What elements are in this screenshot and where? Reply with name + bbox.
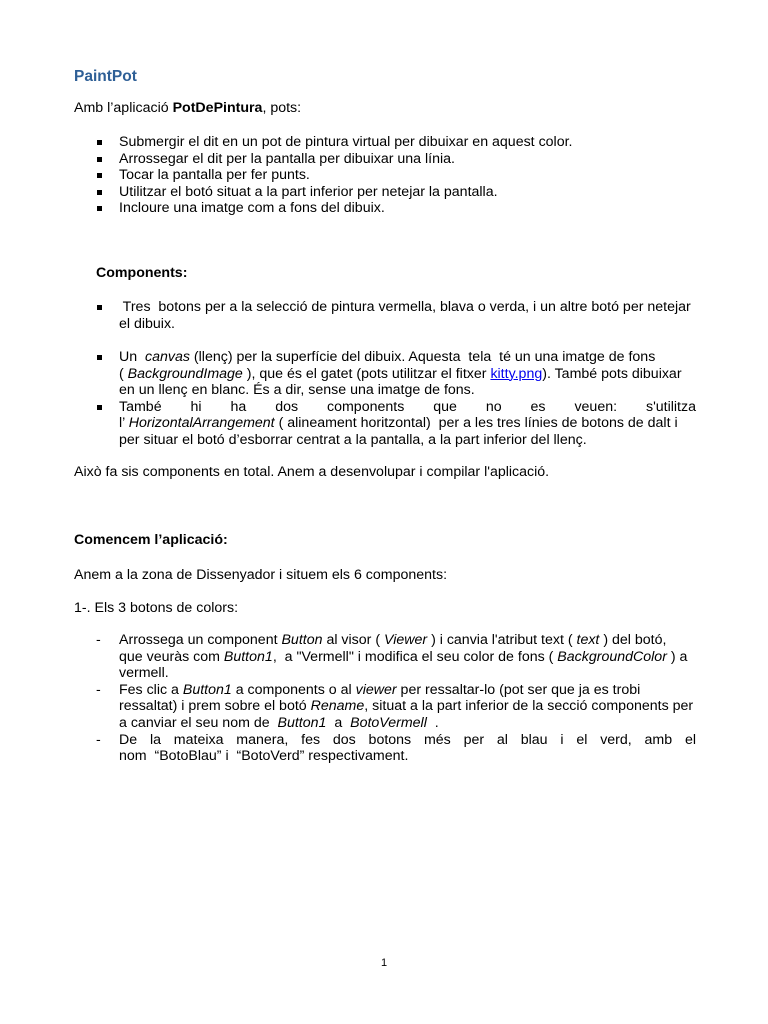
page-number: 1 <box>380 957 388 969</box>
components-heading: Components: <box>96 265 188 281</box>
list-item: Un canvas (llenç) per la superfície del dibuix. Aquesta tela té un una imatge de fons ( BackgroundImage ), que és el gatet (pots utilitzar el fitxer kitty.png). També pots dibuixar en un llenç en blanc. És a dir, sense una imatge de fons. <box>96 349 696 399</box>
components-list <box>96 299 696 332</box>
intro-paragraph: Amb l’aplicació PotDePintura, pots: <box>74 100 302 116</box>
summary-paragraph: Això fa sis components en total. Anem a desenvolupar i compilar l'aplicació. <box>74 464 550 480</box>
feature-list <box>96 134 696 217</box>
list-item: Utilitzar el botó situat a la part inferior per netejar la pantalla. <box>96 184 696 201</box>
page-title: PaintPot <box>74 68 137 85</box>
horizontal-arrangement-term: HorizontalArrangement <box>128 415 275 432</box>
canvas-term: canvas <box>145 349 190 365</box>
step1-heading: 1-. Els 3 botons de colors: <box>74 600 239 616</box>
list-item: Incloure una imatge com a fons del dibuix. <box>96 200 696 217</box>
app-name: PotDePintura <box>172 100 263 116</box>
list-item: Tres botons per a la selecció de pintura vermella, blava o verda, i un altre botó per netejar el dibuix. <box>96 299 696 332</box>
start-heading: Comencem l’aplicació: <box>74 532 228 548</box>
kitty-png-link[interactable]: kitty.png <box>490 365 543 382</box>
list-item: - Fes clic a Button1 a components o al viewer per ressaltar-lo (pot ser que ja es trobi ressaltat) i prem sobre el botó Rename, situat a la part inferior de la secció components per a canviar el seu nom de Button1 a BotoVermell . <box>96 682 696 732</box>
steps-list <box>96 632 696 765</box>
list-item: Arrossegar el dit per la pantalla per dibuixar una línia. <box>96 151 696 168</box>
designer-paragraph: Anem a la zona de Dissenyador i situem els 6 components: <box>74 567 448 583</box>
list-item: - Arrossega un component Button al visor ( Viewer ) i canvia l'atribut text ( text ) del botó, que veuràs com Button1, a "Vermell" i modifica el seu color de fons ( BackgroundColor ) a vermell. <box>96 632 696 682</box>
list-item: Tocar la pantalla per fer punts. <box>96 167 696 184</box>
list-item: També hi ha dos components que no es veuen: s'utilitza l’ HorizontalArrangement ( alineament horitzontal) per a les tres línies de botons de dalt i per situar el botó d’esborrar centrat a la pantalla, a la part inferior del llenç. <box>96 399 696 449</box>
components-list-2 <box>96 349 696 449</box>
list-item: - De la mateixa manera, fes dos botons més per al blau i el verd, amb el nom “BotoBlau” i “BotoVerd” respectivament. <box>96 732 696 765</box>
background-image-term: BackgroundImage <box>127 365 243 382</box>
list-item: Submergir el dit en un pot de pintura virtual per dibuixar en aquest color. <box>96 134 696 151</box>
